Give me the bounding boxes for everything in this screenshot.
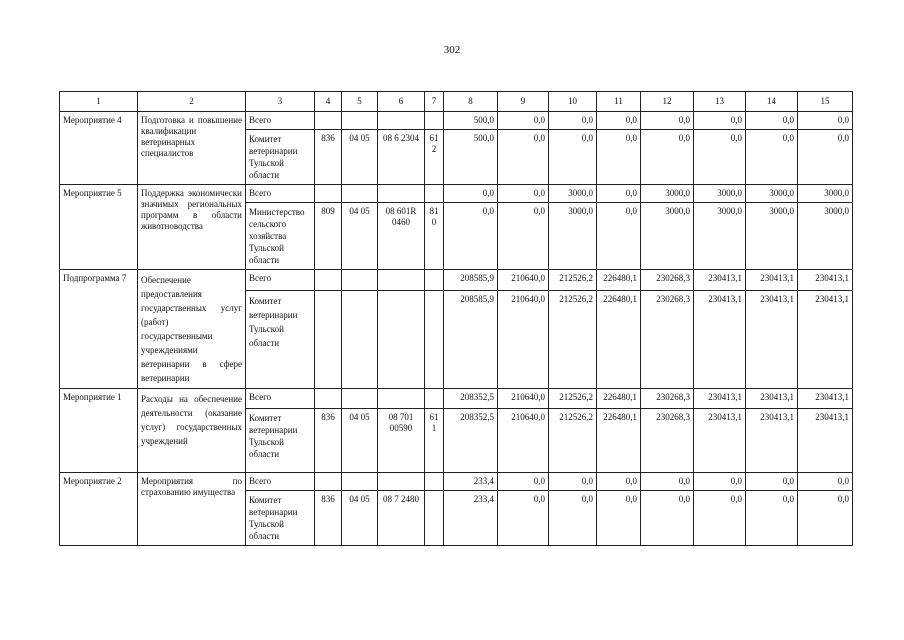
row-code: Подпрограмма 7 bbox=[60, 270, 138, 389]
table-row bbox=[60, 389, 853, 409]
value-col-10: 0,0 bbox=[549, 473, 597, 491]
column-header-12: 12 bbox=[641, 92, 694, 112]
value-col-15: 230413,1 bbox=[798, 409, 853, 473]
value-col-10: 212526,2 bbox=[549, 409, 597, 473]
code-rz-pr: 04 05 bbox=[342, 203, 378, 270]
row-name: Расходы на обеспечение деятельности (оказание услуг) государственных учреждений bbox=[138, 389, 246, 473]
funding-source: Всего bbox=[246, 112, 315, 130]
value-col-11: 0,0 bbox=[597, 491, 641, 546]
value-col-10: 0,0 bbox=[549, 112, 597, 130]
column-header-7: 7 bbox=[425, 92, 444, 112]
value-col-12: 0,0 bbox=[641, 491, 694, 546]
funding-source: Комитет ветеринарии Тульской области bbox=[246, 409, 315, 473]
value-col-14: 230413,1 bbox=[746, 290, 798, 388]
value-col-9: 210640,0 bbox=[498, 389, 549, 409]
row-code: Мероприятие 5 bbox=[60, 185, 138, 270]
table-row bbox=[60, 185, 853, 203]
code-csr: 08 601R 0460 bbox=[378, 203, 425, 270]
code-rz-pr bbox=[342, 112, 378, 130]
value-col-8: 208585,9 bbox=[444, 290, 498, 388]
value-col-15: 230413,1 bbox=[798, 389, 853, 409]
value-col-10: 212526,2 bbox=[549, 290, 597, 388]
code-rz-pr: 04 05 bbox=[342, 409, 378, 473]
row-code: Мероприятие 1 bbox=[60, 389, 138, 473]
value-col-15: 0,0 bbox=[798, 112, 853, 130]
code-vr: 611 bbox=[425, 409, 444, 473]
table-row bbox=[60, 270, 853, 291]
value-col-12: 230268,3 bbox=[641, 270, 694, 291]
code-rz-pr bbox=[342, 270, 378, 291]
value-col-13: 0,0 bbox=[694, 112, 746, 130]
funding-source: Комитет ветеринарии Тульской области bbox=[246, 290, 315, 388]
code-gr bbox=[315, 389, 342, 409]
value-col-11: 0,0 bbox=[597, 112, 641, 130]
column-header-4: 4 bbox=[315, 92, 342, 112]
code-csr: 08 701 00590 bbox=[378, 409, 425, 473]
code-rz-pr bbox=[342, 389, 378, 409]
value-col-13: 3000,0 bbox=[694, 185, 746, 203]
value-col-12: 230268,3 bbox=[641, 290, 694, 388]
funding-source: Всего bbox=[246, 473, 315, 491]
code-gr bbox=[315, 270, 342, 291]
code-csr bbox=[378, 185, 425, 203]
value-col-8: 233,4 bbox=[444, 491, 498, 546]
value-col-9: 210640,0 bbox=[498, 290, 549, 388]
row-name: Мероприятия по страхованию имущества bbox=[138, 473, 246, 546]
value-col-12: 0,0 bbox=[641, 130, 694, 185]
column-header-14: 14 bbox=[746, 92, 798, 112]
funding-source: Всего bbox=[246, 185, 315, 203]
value-col-14: 0,0 bbox=[746, 491, 798, 546]
value-col-8: 0,0 bbox=[444, 203, 498, 270]
column-header-11: 11 bbox=[597, 92, 641, 112]
value-col-10: 0,0 bbox=[549, 130, 597, 185]
funding-source: Министерство сельского хозяйства Тульской области bbox=[246, 203, 315, 270]
code-rz-pr: 04 05 bbox=[342, 130, 378, 185]
value-col-8: 500,0 bbox=[444, 112, 498, 130]
row-code: Мероприятие 2 bbox=[60, 473, 138, 546]
value-col-9: 0,0 bbox=[498, 112, 549, 130]
code-gr bbox=[315, 290, 342, 388]
funding-source: Комитет ветеринарии Тульской области bbox=[246, 491, 315, 546]
column-header-9: 9 bbox=[498, 92, 549, 112]
code-vr bbox=[425, 491, 444, 546]
code-vr bbox=[425, 112, 444, 130]
row-name: Обеспечение предоставления государственных услуг (работ) государственными учреждениями ветеринарии в сфере ветеринарии bbox=[138, 270, 246, 389]
value-col-10: 3000,0 bbox=[549, 203, 597, 270]
funding-source: Комитет ветеринарии Тульской области bbox=[246, 130, 315, 185]
row-code: Мероприятие 4 bbox=[60, 112, 138, 185]
code-csr bbox=[378, 112, 425, 130]
code-vr bbox=[425, 270, 444, 291]
value-col-11: 226480,1 bbox=[597, 409, 641, 473]
code-vr bbox=[425, 389, 444, 409]
page-number: 302 bbox=[443, 44, 461, 56]
value-col-11: 0,0 bbox=[597, 185, 641, 203]
value-col-8: 208585,9 bbox=[444, 270, 498, 291]
value-col-9: 0,0 bbox=[498, 185, 549, 203]
value-col-8: 208352,5 bbox=[444, 389, 498, 409]
row-name: Подготовка и повышение квалификации ветеринарных специалистов bbox=[138, 112, 246, 185]
code-rz-pr: 04 05 bbox=[342, 491, 378, 546]
value-col-12: 0,0 bbox=[641, 473, 694, 491]
row-name: Поддержка экономически значимых региональных программ в области животноводства bbox=[138, 185, 246, 270]
code-gr: 836 bbox=[315, 491, 342, 546]
value-col-11: 226480,1 bbox=[597, 290, 641, 388]
code-vr: 612 bbox=[425, 130, 444, 185]
value-col-12: 230268,3 bbox=[641, 389, 694, 409]
code-rz-pr bbox=[342, 290, 378, 388]
code-gr: 836 bbox=[315, 130, 342, 185]
code-gr: 809 bbox=[315, 203, 342, 270]
value-col-9: 0,0 bbox=[498, 473, 549, 491]
value-col-8: 208352,5 bbox=[444, 409, 498, 473]
column-header-8: 8 bbox=[444, 92, 498, 112]
value-col-11: 0,0 bbox=[597, 203, 641, 270]
value-col-14: 230413,1 bbox=[746, 389, 798, 409]
column-header-10: 10 bbox=[549, 92, 597, 112]
value-col-15: 3000,0 bbox=[798, 203, 853, 270]
code-rz-pr bbox=[342, 185, 378, 203]
value-col-14: 0,0 bbox=[746, 130, 798, 185]
value-col-12: 230268,3 bbox=[641, 409, 694, 473]
column-header-2: 2 bbox=[138, 92, 246, 112]
value-col-10: 212526,2 bbox=[549, 389, 597, 409]
value-col-9: 210640,0 bbox=[498, 409, 549, 473]
value-col-11: 0,0 bbox=[597, 130, 641, 185]
code-csr: 08 7 2480 bbox=[378, 491, 425, 546]
value-col-13: 230413,1 bbox=[694, 270, 746, 291]
table-row bbox=[60, 112, 853, 130]
value-col-15: 230413,1 bbox=[798, 290, 853, 388]
value-col-12: 3000,0 bbox=[641, 185, 694, 203]
code-gr bbox=[315, 112, 342, 130]
value-col-11: 226480,1 bbox=[597, 270, 641, 291]
table-body bbox=[60, 112, 853, 546]
value-col-10: 3000,0 bbox=[549, 185, 597, 203]
value-col-13: 230413,1 bbox=[694, 389, 746, 409]
column-header-5: 5 bbox=[342, 92, 378, 112]
value-col-9: 0,0 bbox=[498, 203, 549, 270]
code-vr bbox=[425, 473, 444, 491]
value-col-14: 230413,1 bbox=[746, 270, 798, 291]
value-col-15: 230413,1 bbox=[798, 270, 853, 291]
value-col-15: 3000,0 bbox=[798, 185, 853, 203]
code-csr bbox=[378, 290, 425, 388]
value-col-9: 0,0 bbox=[498, 130, 549, 185]
code-vr: 810 bbox=[425, 203, 444, 270]
code-rz-pr bbox=[342, 473, 378, 491]
value-col-8: 233,4 bbox=[444, 473, 498, 491]
value-col-11: 0,0 bbox=[597, 473, 641, 491]
value-col-14: 0,0 bbox=[746, 112, 798, 130]
column-header-15: 15 bbox=[798, 92, 853, 112]
value-col-13: 230413,1 bbox=[694, 290, 746, 388]
column-header-3: 3 bbox=[246, 92, 315, 112]
column-header-6: 6 bbox=[378, 92, 425, 112]
value-col-10: 212526,2 bbox=[549, 270, 597, 291]
value-col-10: 0,0 bbox=[549, 491, 597, 546]
value-col-8: 0,0 bbox=[444, 185, 498, 203]
value-col-14: 3000,0 bbox=[746, 185, 798, 203]
budget-table bbox=[59, 91, 853, 546]
value-col-8: 500,0 bbox=[444, 130, 498, 185]
funding-source: Всего bbox=[246, 270, 315, 291]
value-col-14: 230413,1 bbox=[746, 409, 798, 473]
value-col-13: 3000,0 bbox=[694, 203, 746, 270]
value-col-13: 0,0 bbox=[694, 130, 746, 185]
code-vr bbox=[425, 185, 444, 203]
table-row bbox=[60, 473, 853, 491]
code-csr bbox=[378, 389, 425, 409]
value-col-14: 0,0 bbox=[746, 473, 798, 491]
code-csr: 08 6 2304 bbox=[378, 130, 425, 185]
code-csr bbox=[378, 473, 425, 491]
value-col-13: 230413,1 bbox=[694, 409, 746, 473]
value-col-13: 0,0 bbox=[694, 473, 746, 491]
funding-source: Всего bbox=[246, 389, 315, 409]
header-row bbox=[60, 92, 853, 112]
column-header-1: 1 bbox=[60, 92, 138, 112]
value-col-11: 226480,1 bbox=[597, 389, 641, 409]
code-vr bbox=[425, 290, 444, 388]
code-gr bbox=[315, 185, 342, 203]
code-gr bbox=[315, 473, 342, 491]
code-csr bbox=[378, 270, 425, 291]
value-col-15: 0,0 bbox=[798, 491, 853, 546]
code-gr: 836 bbox=[315, 409, 342, 473]
value-col-12: 3000,0 bbox=[641, 203, 694, 270]
value-col-9: 0,0 bbox=[498, 491, 549, 546]
value-col-13: 0,0 bbox=[694, 491, 746, 546]
value-col-15: 0,0 bbox=[798, 473, 853, 491]
value-col-14: 3000,0 bbox=[746, 203, 798, 270]
value-col-9: 210640,0 bbox=[498, 270, 549, 291]
value-col-15: 0,0 bbox=[798, 130, 853, 185]
value-col-12: 0,0 bbox=[641, 112, 694, 130]
column-header-13: 13 bbox=[694, 92, 746, 112]
